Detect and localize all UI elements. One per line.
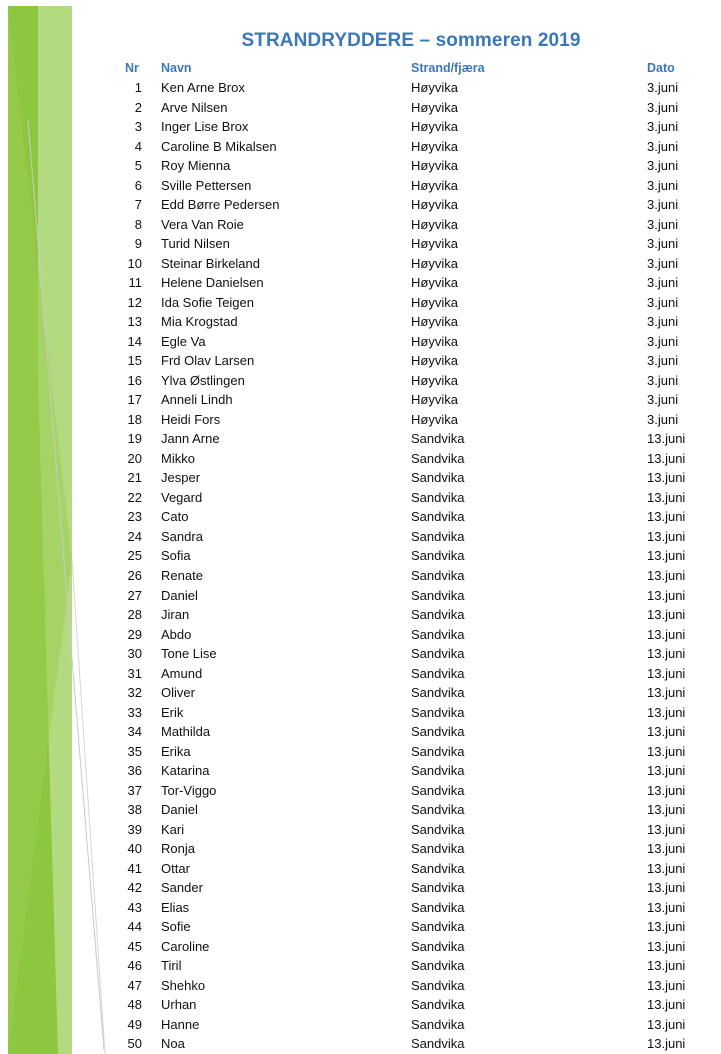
table-row: [0, 117, 721, 137]
row-strand: Sandvika: [411, 646, 465, 662]
row-dato: 13.juni: [647, 509, 686, 525]
row-strand: Sandvika: [411, 704, 465, 720]
row-nr: 9: [134, 236, 142, 252]
row-strand: Sandvika: [411, 685, 465, 701]
row-nr: 12: [127, 294, 142, 310]
row-navn: Mikko: [161, 450, 195, 466]
row-strand: Sandvika: [411, 724, 465, 740]
row-navn: Urhan: [161, 997, 197, 1013]
row-nr: 34: [127, 724, 142, 740]
row-navn: Sville Pettersen: [161, 177, 252, 193]
row-dato: 13.juni: [647, 802, 686, 818]
row-dato: 3.juni: [647, 236, 679, 252]
row-strand: Sandvika: [411, 841, 465, 857]
row-strand: Sandvika: [411, 489, 465, 505]
table-row: [0, 995, 721, 1015]
row-nr: 50: [127, 1036, 142, 1052]
row-dato: 13.juni: [647, 548, 686, 564]
row-navn: Noa: [161, 1036, 185, 1052]
row-dato: 3.juni: [647, 333, 679, 349]
row-navn: Inger Lise Brox: [161, 119, 249, 135]
row-navn: Sofia: [161, 548, 191, 564]
table-row: [0, 449, 721, 469]
row-strand: Sandvika: [411, 880, 465, 896]
row-dato: 3.juni: [647, 314, 679, 330]
row-dato: 13.juni: [647, 568, 686, 583]
table-row: [0, 410, 721, 430]
row-nr: 11: [128, 275, 142, 291]
row-dato: 3.juni: [647, 411, 679, 427]
row-dato: 3.juni: [647, 216, 679, 232]
row-dato: 3.juni: [647, 158, 679, 174]
table-row: [0, 781, 721, 801]
row-nr: 2: [134, 99, 142, 115]
row-nr: 14: [127, 333, 142, 349]
row-navn: Tone Lise: [161, 646, 217, 662]
row-nr: 44: [127, 919, 142, 935]
row-strand: Høyvika: [411, 197, 458, 213]
row-navn: Heidi Fors: [161, 411, 221, 427]
row-dato: 13.juni: [647, 1036, 686, 1052]
table-row: [0, 273, 721, 293]
row-strand: Sandvika: [411, 802, 465, 818]
row-navn: Elias: [161, 899, 190, 915]
row-nr: 26: [127, 568, 142, 583]
table-row: [0, 742, 721, 762]
row-navn: Steinar Birkeland: [161, 255, 260, 271]
row-navn: Kari: [161, 821, 185, 837]
row-navn: Jiran: [161, 607, 190, 623]
table-row: [0, 937, 721, 957]
row-dato: 13.juni: [647, 763, 686, 779]
row-navn: Sandra: [161, 528, 203, 544]
row-navn: Hanne: [161, 1016, 200, 1032]
row-navn: Anneli Lindh: [161, 392, 233, 408]
table-row: [0, 859, 721, 879]
table-row: [0, 351, 721, 371]
row-strand: Sandvika: [411, 470, 465, 486]
row-strand: Sandvika: [411, 1036, 465, 1052]
table-row: [0, 293, 721, 313]
row-navn: Mathilda: [161, 724, 211, 740]
row-strand: Sandvika: [411, 919, 465, 935]
row-nr: 29: [127, 626, 142, 642]
row-dato: 3.juni: [647, 197, 679, 213]
row-nr: 49: [127, 1016, 142, 1032]
row-strand: Sandvika: [411, 958, 465, 974]
row-navn: Frd Olav Larsen: [161, 353, 255, 369]
table-row: [0, 137, 721, 157]
row-navn: Helene Danielsen: [161, 275, 264, 291]
row-navn: Erik: [161, 704, 184, 720]
row-navn: Ylva Østlingen: [161, 372, 245, 388]
row-nr: 36: [127, 763, 142, 779]
row-navn: Egle Va: [161, 333, 206, 349]
row-nr: 39: [127, 821, 142, 837]
row-dato: 13.juni: [647, 528, 686, 544]
row-strand: Høyvika: [411, 80, 458, 95]
row-navn: Jann Arne: [161, 431, 220, 447]
row-dato: 13.juni: [647, 938, 686, 954]
table-row: [0, 820, 721, 840]
row-strand: Høyvika: [411, 275, 458, 291]
table-row: [0, 507, 721, 527]
table-row: [0, 722, 721, 742]
row-dato: 13.juni: [647, 880, 686, 896]
row-dato: 3.juni: [647, 255, 679, 271]
row-dato: 13.juni: [647, 704, 686, 720]
table-row: [0, 761, 721, 781]
row-dato: 13.juni: [647, 743, 686, 759]
row-nr: 19: [127, 431, 142, 447]
row-dato: 13.juni: [647, 860, 686, 876]
row-nr: 45: [127, 938, 142, 954]
table-row: [0, 312, 721, 332]
table-row: [0, 683, 721, 703]
row-dato: 13.juni: [647, 587, 686, 603]
row-strand: Høyvika: [411, 255, 458, 271]
header-navn: Navn: [161, 61, 192, 75]
row-nr: 33: [127, 704, 142, 720]
row-dato: 13.juni: [647, 1016, 686, 1032]
table-row: [0, 644, 721, 664]
table-row: [0, 703, 721, 723]
row-strand: Høyvika: [411, 158, 458, 174]
row-strand: Høyvika: [411, 314, 458, 330]
table-row: [0, 468, 721, 488]
table-row: [0, 195, 721, 215]
row-strand: Høyvika: [411, 411, 458, 427]
table-row: [0, 176, 721, 196]
row-strand: Sandvika: [411, 997, 465, 1013]
row-nr: 18: [127, 411, 142, 427]
row-strand: Sandvika: [411, 450, 465, 466]
row-nr: 13: [127, 314, 142, 330]
row-strand: Sandvika: [411, 743, 465, 759]
row-nr: 38: [127, 802, 142, 818]
row-nr: 21: [127, 470, 142, 486]
row-nr: 23: [127, 509, 142, 525]
table-row: [0, 215, 721, 235]
row-dato: 3.juni: [647, 177, 679, 193]
row-nr: 48: [127, 997, 142, 1013]
row-nr: 4: [134, 138, 142, 154]
row-nr: 24: [127, 528, 142, 544]
row-strand: Sandvika: [411, 977, 465, 993]
table-row: [0, 800, 721, 820]
row-strand: Høyvika: [411, 392, 458, 408]
row-navn: Ken Arne Brox: [161, 80, 245, 95]
header-strand: Strand/fjæra: [411, 61, 485, 75]
header-nr: Nr: [125, 61, 139, 75]
row-strand: Sandvika: [411, 587, 465, 603]
row-strand: Høyvika: [411, 372, 458, 388]
row-strand: Høyvika: [411, 99, 458, 115]
row-navn: Cato: [161, 509, 189, 525]
row-nr: 27: [127, 587, 142, 603]
row-navn: Edd Børre Pedersen: [161, 197, 280, 213]
row-dato: 13.juni: [647, 724, 686, 740]
row-strand: Høyvika: [411, 236, 458, 252]
row-dato: 13.juni: [647, 919, 686, 935]
row-navn: Erika: [161, 743, 191, 759]
table-row: [0, 878, 721, 898]
row-dato: 13.juni: [647, 821, 686, 837]
row-strand: Sandvika: [411, 899, 465, 915]
row-nr: 8: [134, 216, 142, 232]
row-navn: Vegard: [161, 489, 203, 505]
table-row: [0, 488, 721, 508]
row-strand: Høyvika: [411, 333, 458, 349]
row-nr: 31: [127, 665, 142, 681]
row-navn: Daniel: [161, 587, 198, 603]
table-row: [0, 429, 721, 449]
table-row: [0, 605, 721, 625]
row-navn: Tiril: [161, 958, 182, 974]
table-row: [0, 254, 721, 274]
row-nr: 3: [134, 119, 142, 135]
row-nr: 32: [127, 685, 142, 701]
row-nr: 17: [127, 392, 142, 408]
row-dato: 13.juni: [647, 470, 686, 486]
row-strand: Høyvika: [411, 294, 458, 310]
row-strand: Sandvika: [411, 548, 465, 564]
row-dato: 13.juni: [647, 685, 686, 701]
table-row: [0, 956, 721, 976]
table-row: [0, 332, 721, 352]
row-navn: Sander: [161, 880, 203, 896]
row-strand: Sandvika: [411, 626, 465, 642]
table-row: [0, 371, 721, 391]
table-row: [0, 625, 721, 645]
row-navn: Vera Van Roie: [161, 216, 244, 232]
row-navn: Oliver: [161, 685, 195, 701]
row-dato: 3.juni: [647, 275, 679, 291]
table-row: [0, 586, 721, 606]
table-row: [0, 546, 721, 566]
row-dato: 3.juni: [647, 294, 679, 310]
row-strand: Sandvika: [411, 665, 465, 681]
row-nr: 22: [127, 489, 142, 505]
table-row: [0, 566, 721, 586]
table-row: [0, 78, 721, 98]
row-navn: Daniel: [161, 802, 198, 818]
row-dato: 3.juni: [647, 119, 679, 135]
row-strand: Høyvika: [411, 119, 458, 135]
row-strand: Sandvika: [411, 607, 465, 623]
row-nr: 43: [127, 899, 142, 915]
row-navn: Caroline: [161, 938, 210, 954]
row-strand: Høyvika: [411, 216, 458, 232]
row-nr: 47: [127, 977, 142, 993]
row-nr: 35: [127, 743, 142, 759]
table-row: [0, 390, 721, 410]
row-nr: 37: [127, 782, 142, 798]
row-nr: 7: [134, 197, 142, 213]
row-navn: Ottar: [161, 860, 190, 876]
row-dato: 13.juni: [647, 782, 686, 798]
row-navn: Ida Sofie Teigen: [161, 294, 254, 310]
row-strand: Sandvika: [411, 431, 465, 447]
row-navn: Arve Nilsen: [161, 99, 228, 115]
row-nr: 41: [127, 860, 142, 876]
row-navn: Turid Nilsen: [161, 236, 230, 252]
row-navn: Caroline B Mikalsen: [161, 138, 277, 154]
table-row: [0, 898, 721, 918]
page-title: STRANDRYDDERE – sommeren 2019: [241, 30, 581, 51]
row-navn: Jesper: [161, 470, 201, 486]
row-dato: 3.juni: [647, 80, 679, 95]
row-navn: Shehko: [161, 977, 206, 993]
row-dato: 13.juni: [647, 450, 686, 466]
table-row: [0, 976, 721, 996]
row-dato: 3.juni: [647, 353, 679, 369]
row-strand: Sandvika: [411, 509, 465, 525]
row-nr: 15: [127, 353, 142, 369]
table-row: [0, 664, 721, 684]
row-dato: 13.juni: [647, 431, 686, 447]
row-navn: Mia Krogstad: [161, 314, 238, 330]
table-row: [0, 839, 721, 859]
row-dato: 3.juni: [647, 138, 679, 154]
row-dato: 3.juni: [647, 99, 679, 115]
row-dato: 13.juni: [647, 646, 686, 662]
row-nr: 10: [127, 255, 142, 271]
row-strand: Høyvika: [411, 177, 458, 193]
row-strand: Sandvika: [411, 1016, 465, 1032]
row-dato: 3.juni: [647, 392, 679, 408]
row-strand: Høyvika: [411, 138, 458, 154]
row-strand: Sandvika: [411, 528, 465, 544]
row-strand: Sandvika: [411, 568, 465, 583]
table-row: [0, 234, 721, 254]
row-strand: Sandvika: [411, 782, 465, 798]
row-nr: 25: [127, 548, 142, 564]
row-navn: Tor-Viggo: [161, 782, 217, 798]
row-navn: Renate: [161, 568, 203, 583]
row-dato: 13.juni: [647, 899, 686, 915]
row-nr: 30: [127, 646, 142, 662]
row-nr: 5: [134, 158, 142, 174]
row-navn: Sofie: [161, 919, 191, 935]
row-nr: 6: [134, 177, 142, 193]
row-dato: 3.juni: [647, 372, 679, 388]
row-nr: 1: [134, 80, 142, 95]
table-row: [0, 156, 721, 176]
row-dato: 13.juni: [647, 958, 686, 974]
row-dato: 13.juni: [647, 977, 686, 993]
row-nr: 40: [127, 841, 142, 857]
table-row: [0, 1034, 721, 1054]
row-dato: 13.juni: [647, 997, 686, 1013]
row-nr: 46: [127, 958, 142, 974]
table-row: [0, 1015, 721, 1035]
row-nr: 28: [127, 607, 142, 623]
row-navn: Abdo: [161, 626, 192, 642]
row-dato: 13.juni: [647, 665, 686, 681]
row-navn: Roy Mienna: [161, 158, 231, 174]
table-row: [0, 98, 721, 118]
row-dato: 13.juni: [647, 607, 686, 623]
row-navn: Katarina: [161, 763, 210, 779]
table-row: [0, 917, 721, 937]
row-strand: Sandvika: [411, 763, 465, 779]
row-strand: Høyvika: [411, 353, 458, 369]
table-row: [0, 527, 721, 547]
row-navn: Amund: [161, 665, 203, 681]
row-nr: 42: [127, 880, 142, 896]
row-dato: 13.juni: [647, 489, 686, 505]
row-dato: 13.juni: [647, 841, 686, 857]
row-strand: Sandvika: [411, 938, 465, 954]
row-dato: 13.juni: [647, 626, 686, 642]
row-navn: Ronja: [161, 841, 195, 857]
row-strand: Sandvika: [411, 860, 465, 876]
row-nr: 20: [127, 450, 142, 466]
header-dato: Dato: [647, 61, 675, 75]
row-strand: Sandvika: [411, 821, 465, 837]
row-nr: 16: [127, 372, 142, 388]
